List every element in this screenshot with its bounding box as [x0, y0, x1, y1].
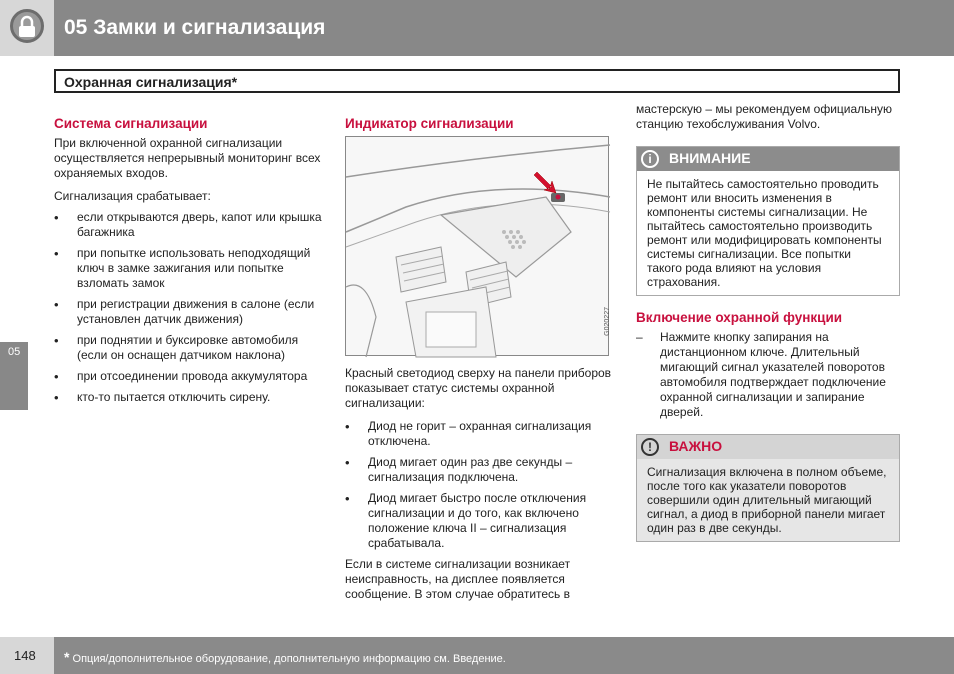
intro-paragraph: При включенной охранной сигнализации осуществляется непрерывный мониторинг всех охраняемых входов. — [54, 136, 321, 180]
list-item: • кто-то пытается отключить сирену. — [54, 390, 324, 405]
trigger-list — [54, 210, 324, 405]
indicator-paragraph: Красный светодиод сверху на панели приборов показывает статус системы охранной сигнализации: — [345, 366, 612, 410]
column-1 — [54, 116, 324, 411]
warning-title: ВНИМАНИЕ — [669, 150, 751, 166]
list-item: • при поднятии и буксировке автомобиля (если он оснащен датчиком наклона) — [54, 333, 324, 363]
arming-step: – Нажмите кнопку запирания на дистанционном ключе. Длительный мигающий сигнал указателей поворотов автомобиля подтверждает подключение охранной сигнализации и запирание дверей. — [636, 330, 900, 420]
exclamation-icon: ! — [641, 438, 659, 456]
page-number: 148 — [14, 648, 36, 663]
list-item: • Диод мигает быстро после отключения сигнализации и до того, как включено положение ключа II – сигнализация срабатывала. — [345, 491, 615, 551]
chapter-tab-number: 05 — [8, 346, 21, 358]
important-header — [637, 435, 899, 459]
dashboard-drawing — [346, 137, 610, 357]
important-box — [636, 434, 900, 542]
footnote-text: Опция/дополнительное оборудование, дополнительную информацию см. Введение. — [72, 653, 506, 665]
list-item: • Диод мигает один раз две секунды – сигнализация подключена. — [345, 455, 615, 485]
info-icon: i — [641, 150, 659, 168]
heading-arming: Включение охранной функции — [636, 310, 843, 325]
dashboard-illustration — [345, 136, 609, 356]
chapter-title: 05 Замки и сигнализация — [64, 16, 326, 39]
page-header — [0, 0, 954, 56]
warning-text: Не пытайтесь самостоятельно проводить ремонт или вносить изменения в компоненты системы сигнализации. Не пытайтесь самостоятельно производить ремонт или модифицировать компоненты системы сигнализации. Все попытки такого рода влияют на условия страхования. — [647, 177, 882, 289]
list-item: • при регистрации движения в салоне (если установлен датчик движения) — [54, 297, 324, 327]
triggers-label: Сигнализация срабатывает: — [54, 189, 211, 203]
list-item: • при отсоединении провода аккумулятора — [54, 369, 324, 384]
continued-paragraph: мастерскую – мы рекомендуем официальную станцию техобслуживания Volvo. — [636, 102, 893, 131]
column-3 — [636, 102, 900, 556]
figure-code: G020227 — [604, 307, 611, 336]
fault-paragraph: Если в системе сигнализации возникает неисправность, на дисплее появляется сообщение. В этом случае обратитесь в — [345, 557, 571, 601]
heading-alarm-indicator: Индикатор сигнализации — [345, 116, 514, 131]
warning-header — [637, 147, 899, 171]
list-item: • если открываются дверь, капот или крышка багажника — [54, 210, 324, 240]
footnote-star: * — [64, 649, 70, 665]
list-item: • Диод не горит – охранная сигнализация отключена. — [345, 419, 615, 449]
footnote — [64, 649, 506, 665]
important-text: Сигнализация включена в полном объеме, после того как указатели поворотов совершили один длительный мигающий сигнал, а диод в приборной панели мигает один раз в две секунды. — [637, 459, 899, 541]
indicator-status-list — [345, 419, 615, 551]
header-icon-panel — [0, 0, 54, 56]
heading-alarm-system: Система сигнализации — [54, 116, 208, 131]
section-title: Охранная сигнализация* — [54, 69, 900, 93]
important-title: ВАЖНО — [669, 438, 723, 454]
column-2 — [345, 116, 615, 610]
warning-box — [636, 146, 900, 296]
list-item: • при попытке использовать неподходящий ключ в замке зажигания или попытке взломать замок — [54, 246, 324, 291]
lock-icon — [10, 9, 44, 43]
